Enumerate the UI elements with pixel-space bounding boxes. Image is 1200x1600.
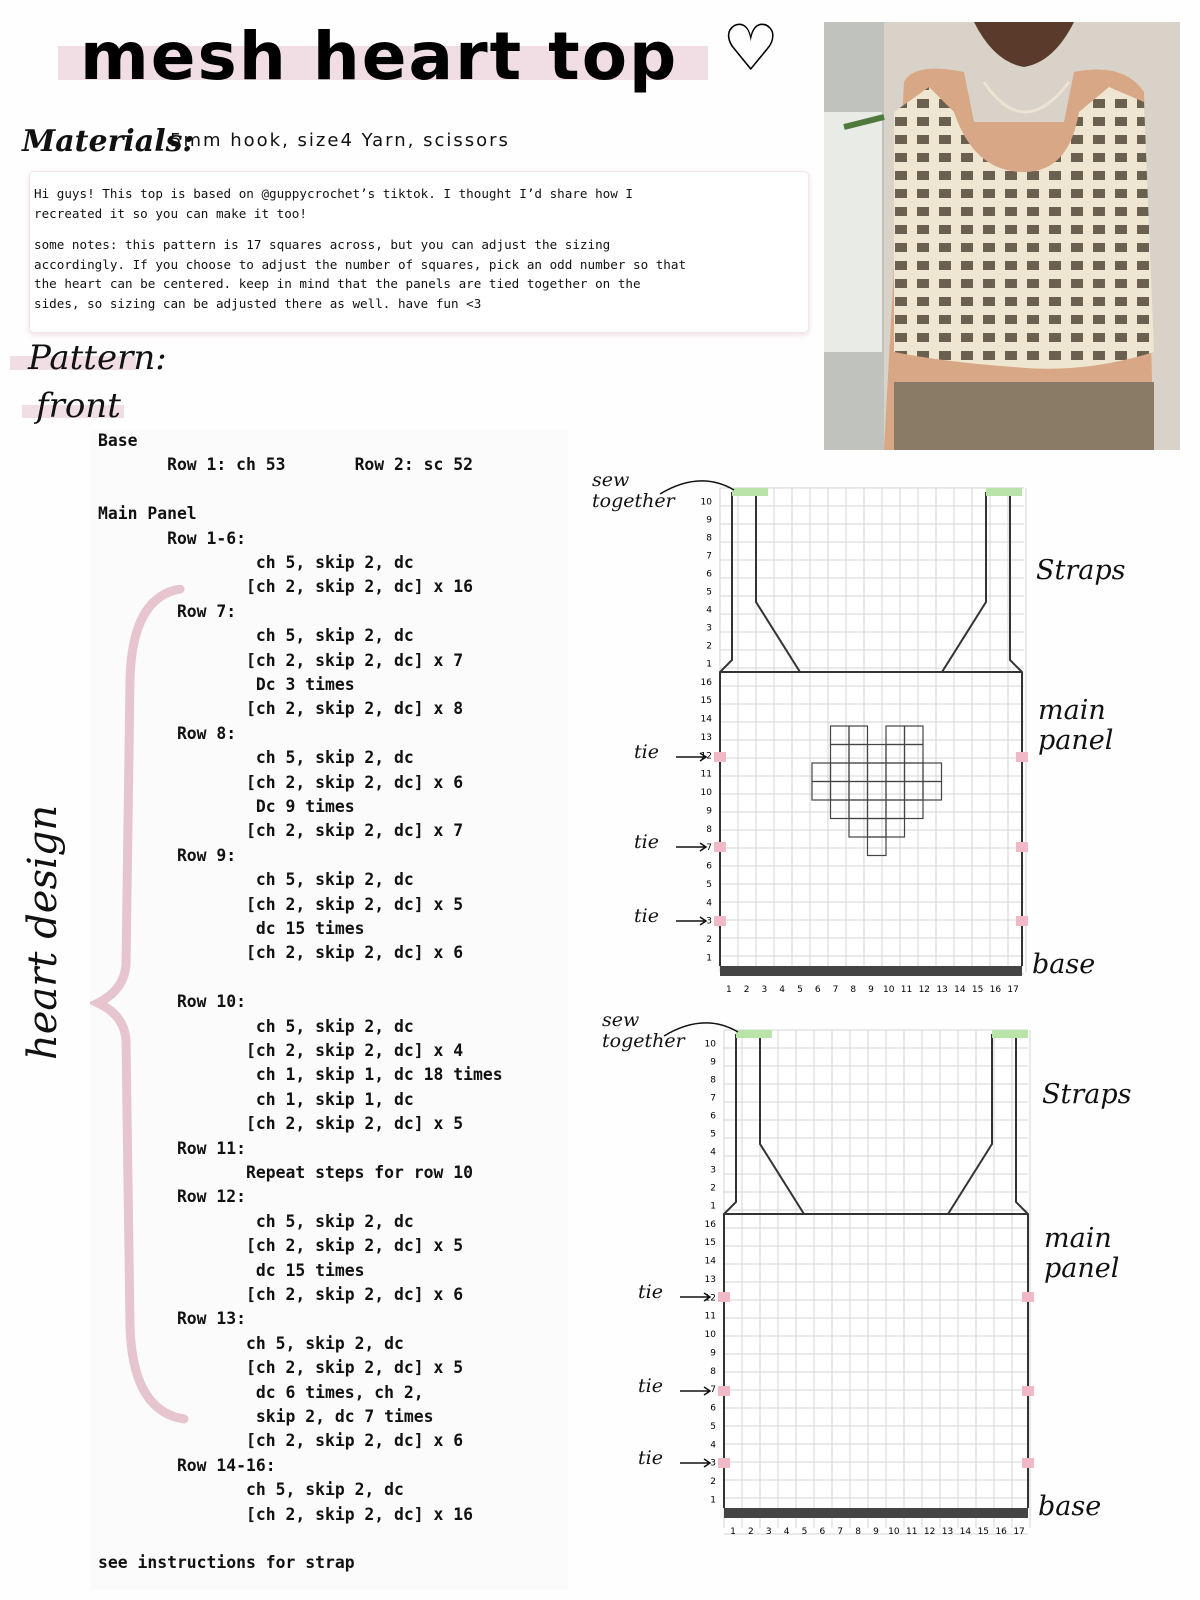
pattern-line: ch 5, skip 2, dc bbox=[98, 870, 414, 890]
panel-row-number: 13 bbox=[704, 1274, 716, 1285]
column-number: 16 bbox=[995, 1527, 1007, 1537]
column-number: 6 bbox=[814, 985, 821, 995]
notes-box bbox=[30, 172, 808, 332]
pattern-line: Row 11: bbox=[98, 1138, 247, 1158]
main-panel-label: main panel bbox=[1044, 1223, 1120, 1284]
straps-label: Straps bbox=[1036, 555, 1126, 586]
column-number: 3 bbox=[761, 985, 768, 995]
strap-row-number: 7 bbox=[706, 551, 712, 562]
panel-row-number: 16 bbox=[700, 677, 712, 688]
column-number: 5 bbox=[801, 1527, 808, 1537]
tie-label: tie bbox=[634, 741, 659, 763]
base-bar bbox=[724, 1508, 1028, 1518]
materials-label: Materials: bbox=[22, 124, 194, 159]
pattern-line: [ch 2, skip 2, dc] x 16 bbox=[98, 1504, 473, 1524]
panel-row-number: 14 bbox=[700, 714, 712, 725]
column-number: 12 bbox=[918, 985, 931, 995]
pattern-line: Dc 9 times bbox=[98, 797, 355, 816]
tie-arrow bbox=[676, 753, 706, 761]
column-number: 2 bbox=[743, 985, 750, 995]
panel-row-number: 8 bbox=[706, 824, 712, 835]
panel-row-number: 9 bbox=[710, 1348, 716, 1359]
tie-label: tie bbox=[634, 905, 659, 927]
panel-row-number: 12 bbox=[704, 1293, 716, 1304]
strap-row-number: 5 bbox=[706, 587, 712, 598]
strap-row-number: 8 bbox=[706, 533, 712, 544]
column-number: 12 bbox=[923, 1527, 936, 1537]
column-number: 17 bbox=[1013, 1527, 1025, 1537]
materials-text: 5mm hook, size4 Yarn, scissors bbox=[170, 130, 510, 151]
tie-mark bbox=[1022, 1458, 1034, 1468]
tie-mark bbox=[718, 1292, 730, 1302]
strap-row-number: 1 bbox=[706, 659, 712, 670]
pattern-line: [ch 2, skip 2, dc] x 7 bbox=[98, 821, 464, 841]
tie-label: tie bbox=[638, 1447, 663, 1469]
diagram-bottom bbox=[590, 1010, 1190, 1590]
column-number: 14 bbox=[959, 1527, 972, 1537]
pattern-line: dc 15 times bbox=[98, 1260, 365, 1280]
column-number: 7 bbox=[832, 985, 839, 995]
pattern-line: ch 1, skip 1, dc 18 times bbox=[98, 1065, 503, 1085]
panel-row-number: 2 bbox=[706, 935, 712, 946]
pattern-line: [ch 2, skip 2, dc] x 4 bbox=[98, 1041, 464, 1060]
column-number: 5 bbox=[797, 985, 803, 995]
panel-row-number: 5 bbox=[710, 1421, 716, 1432]
column-number: 2 bbox=[747, 1527, 754, 1537]
pattern-line: ch 5, skip 2, dc bbox=[98, 748, 414, 768]
pattern-line: [ch 2, skip 2, dc] x 6 bbox=[98, 772, 464, 792]
pattern-line: Row 10: bbox=[98, 992, 247, 1012]
sew-together-label: sew together bbox=[602, 1009, 685, 1052]
column-number: 9 bbox=[873, 1527, 879, 1537]
strap-row-number: 4 bbox=[706, 605, 712, 616]
tie-mark bbox=[1016, 842, 1028, 852]
column-number: 17 bbox=[1007, 985, 1019, 995]
pattern-line: [ch 2, skip 2, dc] x 6 bbox=[98, 943, 464, 963]
panel-row-number: 15 bbox=[704, 1238, 716, 1249]
brace-icon bbox=[90, 585, 200, 1425]
pattern-line: Row 13: bbox=[98, 1309, 247, 1329]
strap-row-number: 3 bbox=[706, 623, 712, 634]
tie-mark bbox=[714, 916, 726, 926]
pattern-line: Row 1: ch 53 Row 2: sc 52 bbox=[98, 455, 473, 475]
heart-design-label: heart design bbox=[20, 804, 66, 1060]
tie-label: tie bbox=[638, 1281, 663, 1303]
column-number: 3 bbox=[765, 1527, 772, 1537]
column-number: 1 bbox=[726, 985, 732, 995]
tie-mark bbox=[714, 842, 726, 852]
strap-row-number: 8 bbox=[710, 1075, 716, 1086]
pattern-line: Row 1-6: bbox=[98, 528, 247, 548]
column-number: 4 bbox=[783, 1527, 790, 1537]
tie-mark bbox=[1016, 752, 1028, 762]
panel-row-number: 3 bbox=[710, 1458, 716, 1469]
tie-arrow bbox=[680, 1387, 710, 1395]
panel-row-number: 4 bbox=[710, 1440, 716, 1451]
strap-row-number: 10 bbox=[700, 497, 712, 508]
pattern-line: Row 14-16: bbox=[98, 1455, 276, 1475]
tie-mark bbox=[1022, 1292, 1034, 1302]
tie-mark bbox=[1016, 916, 1028, 926]
straps-label: Straps bbox=[1042, 1079, 1132, 1110]
pattern-line: dc 6 times, ch 2, bbox=[98, 1382, 424, 1402]
sew-together-label: sew together bbox=[592, 469, 675, 512]
column-number: 13 bbox=[936, 985, 948, 995]
panel-row-number: 4 bbox=[706, 898, 712, 909]
pattern-line: Row 9: bbox=[98, 845, 237, 865]
pattern-line: dc 15 times bbox=[98, 919, 365, 938]
page-title: mesh heart top bbox=[80, 18, 679, 95]
tie-arrow bbox=[680, 1293, 710, 1301]
panel-row-number: 3 bbox=[706, 916, 712, 927]
strap-row-number: 10 bbox=[704, 1039, 716, 1050]
tie-label: tie bbox=[638, 1375, 663, 1397]
panel-row-number: 8 bbox=[710, 1366, 716, 1377]
diagram-top bbox=[590, 460, 1190, 1020]
column-number: 11 bbox=[906, 1527, 918, 1537]
pattern-line: ch 5, skip 2, dc bbox=[98, 1016, 414, 1036]
column-number: 10 bbox=[883, 985, 895, 995]
pattern-line: see instructions for strap bbox=[98, 1553, 355, 1573]
strap-row-number: 6 bbox=[706, 569, 712, 580]
pattern-line: ch 5, skip 2, dc bbox=[98, 626, 414, 646]
pattern-line: [ch 2, skip 2, dc] x 7 bbox=[98, 650, 464, 670]
strap-row-number: 9 bbox=[706, 515, 712, 526]
pattern-line: [ch 2, skip 2, dc] x 5 bbox=[98, 1358, 464, 1378]
column-number: 7 bbox=[837, 1527, 844, 1537]
heart-icon: ♡ bbox=[722, 12, 780, 86]
column-number: 9 bbox=[868, 985, 874, 995]
pattern-line: ch 5, skip 2, dc bbox=[98, 1333, 404, 1353]
sew-mark bbox=[992, 1030, 1028, 1038]
front-heading: front bbox=[36, 386, 121, 426]
panel-row-number: 6 bbox=[706, 861, 712, 872]
column-number: 13 bbox=[941, 1527, 954, 1537]
tie-mark bbox=[1022, 1386, 1034, 1396]
column-number: 6 bbox=[819, 1527, 826, 1537]
panel-row-number: 10 bbox=[704, 1330, 716, 1341]
pattern-line: ch 1, skip 1, dc bbox=[98, 1089, 414, 1109]
pattern-line: [ch 2, skip 2, dc] x 5 bbox=[98, 1236, 464, 1256]
tie-mark bbox=[714, 752, 726, 762]
column-number: 8 bbox=[855, 1527, 861, 1537]
notes-intro: Hi guys! This top is based on @guppycrochet’s tiktok. I thought I’d share how I recreated it so you can make it too! bbox=[34, 186, 633, 221]
strap-row-number: 9 bbox=[710, 1057, 716, 1068]
strap-row-number: 7 bbox=[710, 1093, 716, 1104]
base-label: base bbox=[1038, 1491, 1102, 1522]
pattern-heading: Pattern: bbox=[28, 338, 167, 378]
column-number: 16 bbox=[989, 985, 1002, 995]
base-bar bbox=[720, 966, 1022, 976]
strap-row-number: 5 bbox=[710, 1129, 716, 1140]
panel-row-number: 7 bbox=[706, 843, 712, 854]
pattern-line: Main Panel bbox=[98, 504, 197, 524]
photo-illustration bbox=[824, 22, 1180, 450]
pattern-line: Base bbox=[98, 431, 138, 450]
pattern-line: Row 7: bbox=[98, 601, 237, 621]
panel-row-number: 11 bbox=[700, 769, 712, 780]
panel-row-number: 5 bbox=[706, 879, 712, 890]
tie-label: tie bbox=[634, 831, 659, 853]
column-number: 1 bbox=[730, 1527, 736, 1537]
tie-arrow bbox=[676, 843, 706, 851]
column-number: 11 bbox=[900, 985, 913, 995]
pattern-line: [ch 2, skip 2, dc] x 6 bbox=[98, 1285, 464, 1304]
panel-row-number: 14 bbox=[704, 1256, 716, 1267]
strap-row-number: 3 bbox=[710, 1165, 716, 1176]
tie-mark bbox=[718, 1386, 730, 1396]
tie-arrow bbox=[680, 1459, 710, 1467]
column-number: 15 bbox=[977, 1527, 990, 1537]
panel-row-number: 10 bbox=[700, 788, 712, 799]
pattern-line: [ch 2, skip 2, dc] x 6 bbox=[98, 1431, 464, 1451]
pattern-line: Row 8: bbox=[98, 723, 237, 743]
pattern-line: [ch 2, skip 2, dc] x 16 bbox=[98, 577, 473, 597]
sew-mark bbox=[736, 1030, 772, 1038]
main-panel-label: main panel bbox=[1038, 695, 1114, 756]
panel-row-number: 11 bbox=[704, 1311, 716, 1322]
column-number: 15 bbox=[971, 985, 984, 995]
tie-mark bbox=[718, 1458, 730, 1468]
panel-row-number: 9 bbox=[706, 806, 712, 817]
sew-mark bbox=[986, 488, 1022, 496]
panel-row-number: 2 bbox=[710, 1477, 716, 1488]
panel-row-number: 12 bbox=[700, 751, 712, 762]
crochet-top-photo bbox=[824, 22, 1180, 450]
panel-row-number: 15 bbox=[700, 696, 712, 707]
strap-row-number: 6 bbox=[710, 1111, 716, 1122]
pattern-line: [ch 2, skip 2, dc] x 5 bbox=[98, 894, 464, 914]
column-number: 4 bbox=[779, 985, 786, 995]
panel-row-number: 6 bbox=[710, 1403, 716, 1414]
column-number: 14 bbox=[954, 985, 966, 995]
strap-row-number: 2 bbox=[706, 641, 712, 652]
pattern-line: Repeat steps for row 10 bbox=[98, 1163, 473, 1182]
strap-row-number: 4 bbox=[710, 1147, 716, 1158]
notes-body: some notes: this pattern is 17 squares across, but you can adjust the sizing accordingly. If you choose to adjust the number of squares, pick an odd number so that the heart can be centered. keep in mind that the panels are tied together on the sides, so sizing can be adjusted there as well. have fun <3 bbox=[34, 237, 687, 311]
base-label: base bbox=[1032, 949, 1096, 980]
panel-row-number: 16 bbox=[704, 1219, 716, 1230]
pattern-line: Dc 3 times bbox=[98, 675, 355, 694]
pattern-line: ch 5, skip 2, dc bbox=[98, 553, 414, 572]
panel-row-number: 7 bbox=[710, 1385, 716, 1396]
panel-row-number: 1 bbox=[706, 953, 712, 964]
column-number: 10 bbox=[888, 1527, 900, 1537]
strap-row-number: 2 bbox=[710, 1183, 716, 1194]
column-number: 8 bbox=[850, 985, 857, 995]
pattern-line: [ch 2, skip 2, dc] x 8 bbox=[98, 699, 464, 719]
tie-arrow bbox=[676, 917, 706, 925]
pattern-line: Row 12: bbox=[98, 1187, 247, 1207]
pattern-line: [ch 2, skip 2, dc] x 5 bbox=[98, 1114, 464, 1134]
strap-row-number: 1 bbox=[710, 1201, 716, 1212]
panel-row-number: 13 bbox=[700, 732, 712, 743]
pattern-line: ch 5, skip 2, dc bbox=[98, 1211, 414, 1231]
pattern-line: ch 5, skip 2, dc bbox=[98, 1480, 404, 1500]
pattern-line: skip 2, dc 7 times bbox=[98, 1407, 434, 1426]
sew-mark bbox=[732, 488, 768, 496]
panel-row-number: 1 bbox=[710, 1495, 716, 1506]
